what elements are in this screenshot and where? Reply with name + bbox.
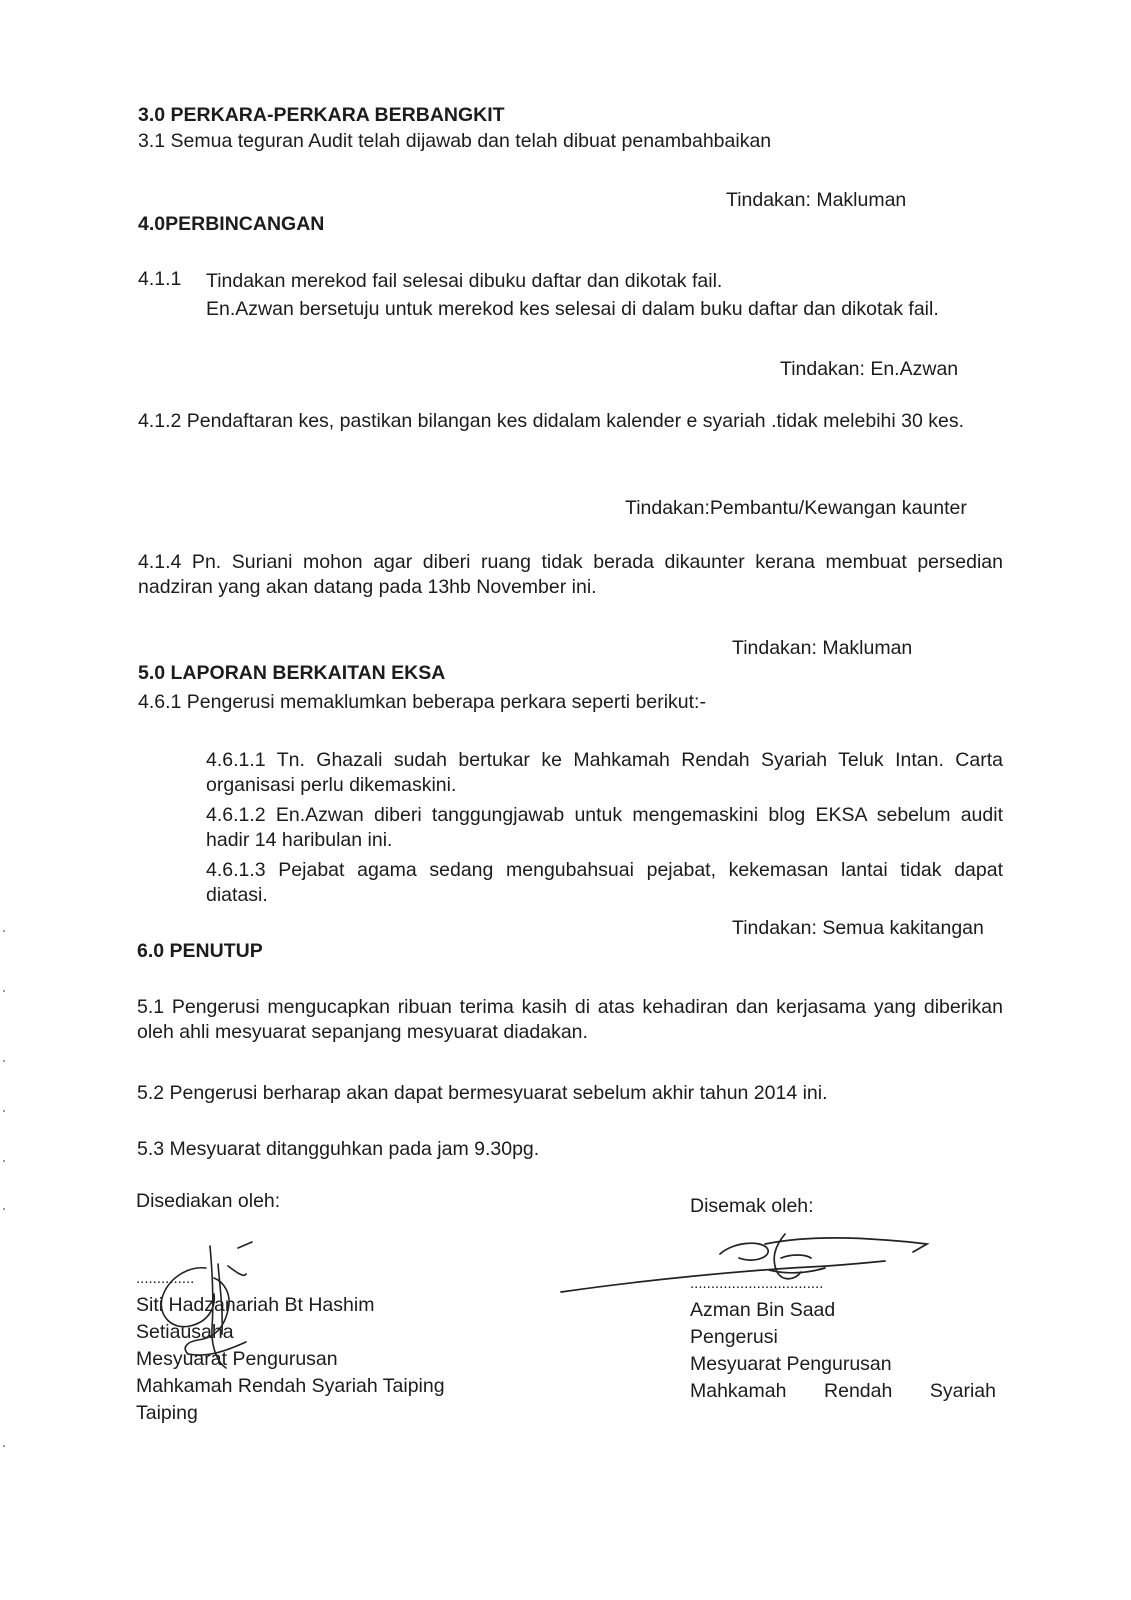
item-4-1-2-action: Tindakan:Pembantu/Kewangan kaunter: [625, 497, 967, 519]
scan-mark: [3, 1160, 5, 1162]
section-3-heading: 3.0 PERKARA-PERKARA BERBANGKIT: [138, 104, 505, 126]
reviewed-by-title: Pengerusi: [690, 1326, 778, 1348]
scan-mark: [3, 930, 5, 932]
prepared-by-name: Siti Hadzanariah Bt Hashim: [136, 1294, 375, 1316]
sub-item-4-6-1-1: 4.6.1.1 Tn. Ghazali sudah bertukar ke Mahkamah Rendah Syariah Teluk Intan. Carta organisasi perlu dikemaskini.: [206, 749, 1003, 796]
item-4-1-2: 4.1.2 Pendaftaran kes, pastikan bilangan kes didalam kalender e syariah .tidak melebihi 30 kes.: [138, 410, 964, 432]
item-4-1-4-action: Tindakan: Makluman: [732, 637, 913, 659]
section-5-heading: 5.0 LAPORAN BERKAITAN EKSA: [138, 662, 446, 684]
scan-mark: [3, 1445, 5, 1447]
item-4-1-1-line1: Tindakan merekod fail selesai dibuku daftar dan dikotak fail.: [206, 270, 723, 292]
prepared-by-title: Setiausaha: [136, 1321, 234, 1343]
scan-mark: [3, 1208, 5, 1210]
reviewed-by-org1: Mesyuarat Pengurusan: [690, 1353, 892, 1375]
item-4-1-1-line2: En.Azwan bersetuju untuk merekod kes selesai di dalam buku daftar dan dikotak fail.: [206, 298, 939, 320]
section-6-heading: 6.0 PENUTUP: [137, 940, 263, 962]
reviewed-by-block: [690, 1193, 996, 1405]
prepared-by-org3: Taiping: [136, 1402, 198, 1424]
reviewed-by-org2: Mahkamah Rendah Syariah: [690, 1380, 996, 1402]
reviewed-by-label: Disemak oleh:: [690, 1195, 814, 1217]
prepared-by-signature-scribble: [128, 1238, 278, 1378]
item-4-1-1-number: 4.1.1: [138, 268, 182, 290]
section-5-action: Tindakan: Semua kakitangan: [732, 917, 984, 939]
reviewed-by-signature-scribble: [555, 1228, 945, 1298]
reviewed-by-signature-dots: ................................: [690, 1275, 824, 1292]
item-4-1-4: 4.1.4 Pn. Suriani mohon agar diberi ruang tidak berada dikaunter kerana membuat persedian nadziran yang akan datang pada 13hb November ini.: [138, 551, 1003, 598]
prepared-by-org1: Mesyuarat Pengurusan: [136, 1348, 338, 1370]
scan-mark: [3, 1060, 5, 1062]
item-5-3: 5.3 Mesyuarat ditangguhkan pada jam 9.30pg.: [137, 1138, 540, 1160]
sub-item-4-6-1-2: 4.6.1.2 En.Azwan diberi tanggungjawab untuk mengemaskini blog EKSA sebelum audit hadir 14 haribulan ini.: [206, 804, 1003, 851]
item-4-6-1: 4.6.1 Pengerusi memaklumkan beberapa perkara seperti berikut:-: [138, 691, 706, 713]
item-4-1-1-action: Tindakan: En.Azwan: [780, 358, 959, 380]
scan-mark: [3, 990, 5, 992]
prepared-by-label: Disediakan oleh:: [136, 1190, 281, 1212]
prepared-by-signature-dots: ..............: [136, 1270, 195, 1287]
item-3-1: 3.1 Semua teguran Audit telah dijawab dan telah dibuat penambahbaikan: [138, 130, 772, 152]
section-3-action: Tindakan: Makluman: [726, 189, 907, 211]
item-5-1: 5.1 Pengerusi mengucapkan ribuan terima kasih di atas kehadiran dan kerjasama yang diberikan oleh ahli mesyuarat sepanjang mesyuarat diadakan.: [137, 996, 1003, 1043]
scan-mark: [3, 1110, 5, 1112]
item-5-2: 5.2 Pengerusi berharap akan dapat bermesyuarat sebelum akhir tahun 2014 ini.: [137, 1082, 828, 1104]
reviewed-by-name: Azman Bin Saad: [690, 1299, 836, 1321]
sub-item-4-6-1-3: 4.6.1.3 Pejabat agama sedang mengubahsuai pejabat, kekemasan lantai tidak dapat diatasi.: [206, 859, 1003, 906]
section-4-heading: 4.0PERBINCANGAN: [138, 213, 325, 235]
prepared-by-org2: Mahkamah Rendah Syariah Taiping: [136, 1375, 445, 1397]
